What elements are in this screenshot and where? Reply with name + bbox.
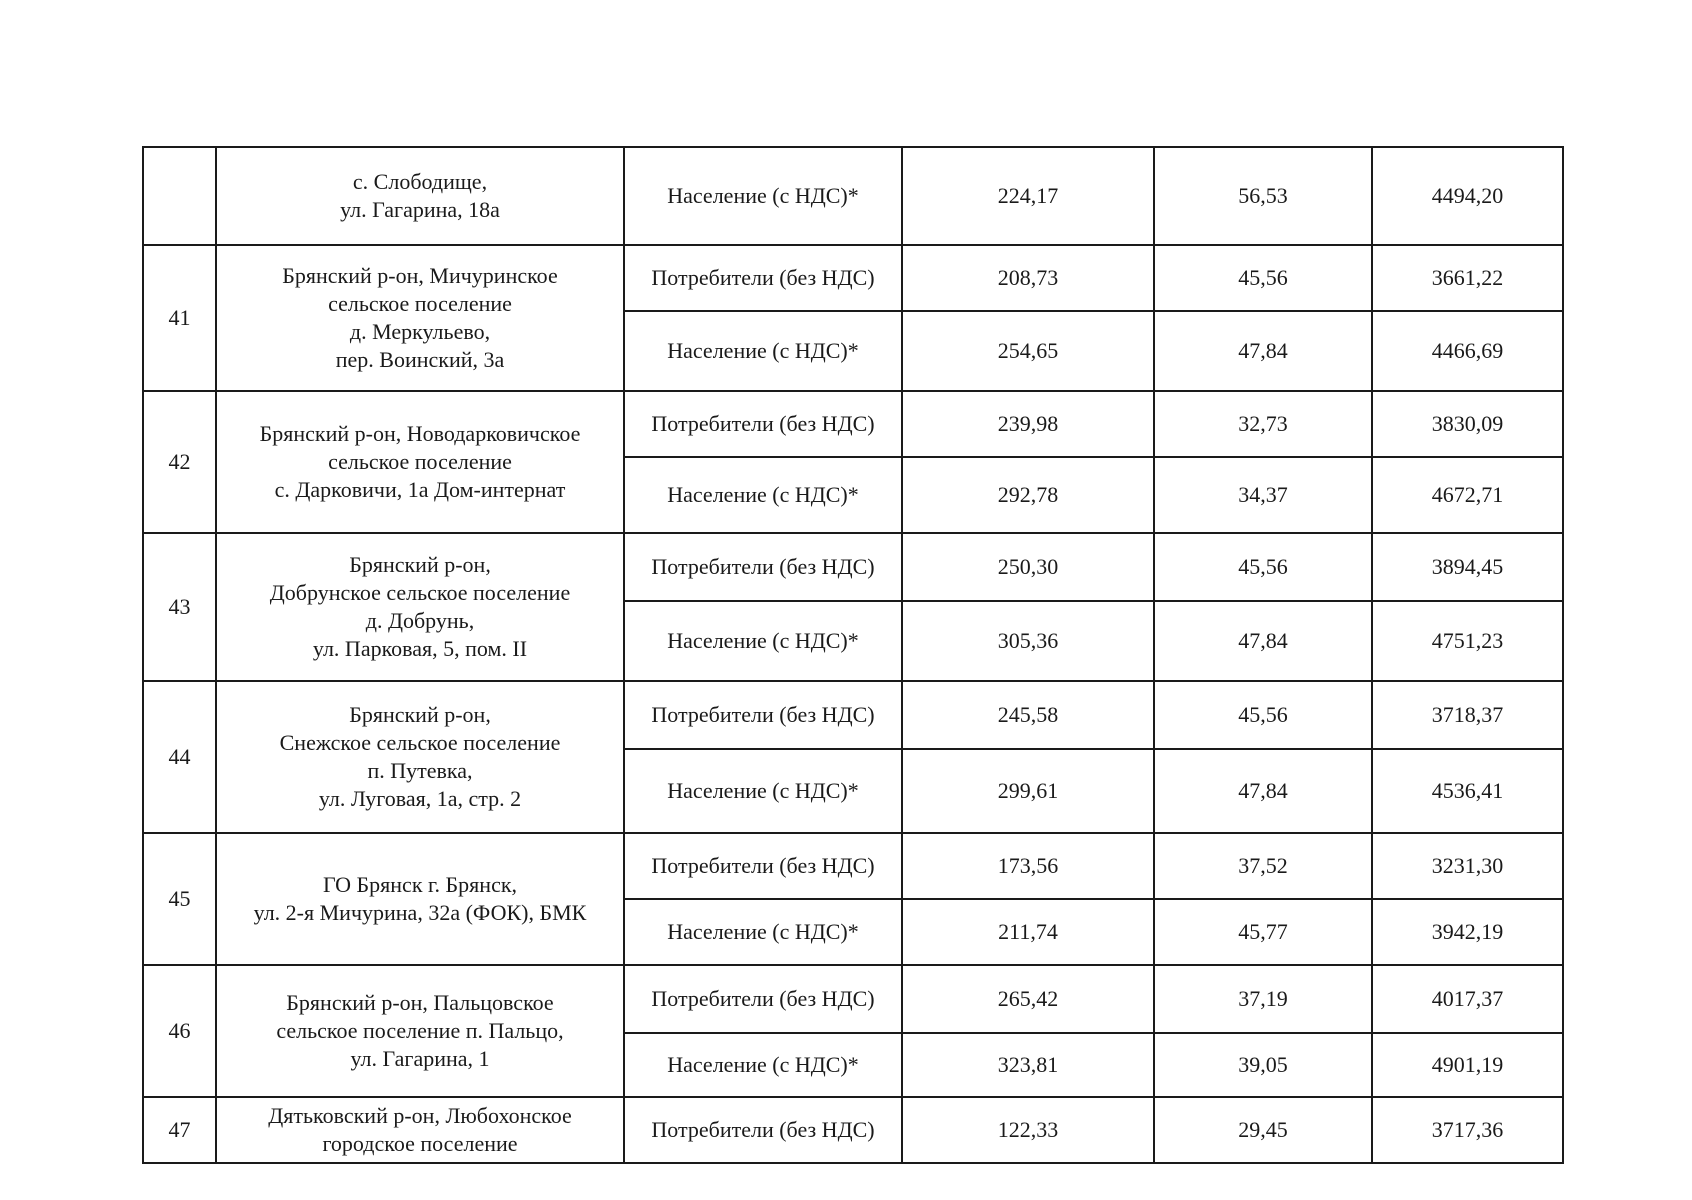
address-line: Дятьковский р-он, Любохонское — [268, 1103, 572, 1128]
consumer-category-cell: Потребители (без НДС) — [624, 245, 902, 311]
address-line: Снежское сельское поселение — [279, 730, 561, 755]
value-cell-2: 45,77 — [1154, 899, 1372, 965]
address-line: ул. Гагарина, 1 — [350, 1046, 490, 1071]
address-line: ул. Парковая, 5, пом. II — [312, 636, 528, 661]
value-cell-1: 250,30 — [902, 533, 1154, 601]
value-cell-3: 3717,36 — [1372, 1097, 1563, 1163]
value-cell-2: 47,84 — [1154, 749, 1372, 833]
address-cell — [216, 833, 624, 965]
tariff-table — [142, 146, 1564, 1164]
value-cell-2: 45,56 — [1154, 681, 1372, 749]
address-cell — [216, 1097, 624, 1163]
value-cell-1: 254,65 — [902, 311, 1154, 391]
table-row — [143, 965, 1563, 1033]
row-number-cell: 45 — [143, 833, 216, 965]
address-cell — [216, 681, 624, 833]
address-line: сельское поселение — [328, 291, 512, 316]
value-cell-2: 45,56 — [1154, 533, 1372, 601]
row-number-cell: 46 — [143, 965, 216, 1097]
row-number-cell — [143, 147, 216, 245]
address-line: Брянский р-он, Пальцовское — [286, 990, 554, 1015]
address-line: ГО Брянск г. Брянск, — [322, 872, 518, 897]
value-cell-3: 4901,19 — [1372, 1033, 1563, 1097]
value-cell-2: 29,45 — [1154, 1097, 1372, 1163]
row-number-cell: 42 — [143, 391, 216, 533]
consumer-category-cell: Население (с НДС)* — [624, 1033, 902, 1097]
consumer-category-cell: Потребители (без НДС) — [624, 1097, 902, 1163]
value-cell-3: 4751,23 — [1372, 601, 1563, 681]
value-cell-1: 305,36 — [902, 601, 1154, 681]
address-line: д. Добрунь, — [365, 608, 475, 633]
value-cell-1: 208,73 — [902, 245, 1154, 311]
row-number-cell: 47 — [143, 1097, 216, 1163]
row-number-cell: 43 — [143, 533, 216, 681]
table-row — [143, 1097, 1563, 1163]
consumer-category-cell: Население (с НДС)* — [624, 311, 902, 391]
consumer-category-cell: Потребители (без НДС) — [624, 681, 902, 749]
address-line: с. Слободище, — [352, 169, 488, 194]
address-line: сельское поселение — [328, 449, 512, 474]
value-cell-2: 39,05 — [1154, 1033, 1372, 1097]
address-cell — [216, 965, 624, 1097]
table-row — [143, 147, 1563, 245]
consumer-category-cell: Потребители (без НДС) — [624, 965, 902, 1033]
address-line: ул. 2-я Мичурина, 32а (ФОК), БМК — [253, 900, 587, 925]
consumer-category-cell: Потребители (без НДС) — [624, 533, 902, 601]
address-line: д. Меркульево, — [349, 319, 491, 344]
value-cell-2: 37,52 — [1154, 833, 1372, 899]
value-cell-1: 292,78 — [902, 457, 1154, 533]
address-line: сельское поселение п. Пальцо, — [276, 1018, 564, 1043]
table-row — [143, 391, 1563, 457]
value-cell-1: 323,81 — [902, 1033, 1154, 1097]
address-cell — [216, 147, 624, 245]
address-line: ул. Луговая, 1а, стр. 2 — [318, 786, 522, 811]
value-cell-2: 47,84 — [1154, 311, 1372, 391]
value-cell-1: 239,98 — [902, 391, 1154, 457]
value-cell-2: 47,84 — [1154, 601, 1372, 681]
row-number-cell: 44 — [143, 681, 216, 833]
value-cell-1: 211,74 — [902, 899, 1154, 965]
value-cell-2: 32,73 — [1154, 391, 1372, 457]
address-line: п. Путевка, — [367, 758, 473, 783]
value-cell-3: 4494,20 — [1372, 147, 1563, 245]
value-cell-3: 3894,45 — [1372, 533, 1563, 601]
address-line: Брянский р-он, — [349, 552, 491, 577]
value-cell-3: 3830,09 — [1372, 391, 1563, 457]
value-cell-3: 3661,22 — [1372, 245, 1563, 311]
address-cell — [216, 533, 624, 681]
table-row — [143, 681, 1563, 749]
value-cell-3: 4536,41 — [1372, 749, 1563, 833]
table-row — [143, 533, 1563, 601]
value-cell-3: 4017,37 — [1372, 965, 1563, 1033]
value-cell-2: 34,37 — [1154, 457, 1372, 533]
value-cell-3: 3231,30 — [1372, 833, 1563, 899]
consumer-category-cell: Потребители (без НДС) — [624, 391, 902, 457]
consumer-category-cell: Население (с НДС)* — [624, 147, 902, 245]
address-cell — [216, 391, 624, 533]
row-number-cell: 41 — [143, 245, 216, 391]
address-line: Брянский р-он, — [349, 702, 491, 727]
address-line: Добрунское сельское поселение — [269, 580, 571, 605]
consumer-category-cell: Население (с НДС)* — [624, 601, 902, 681]
value-cell-1: 299,61 — [902, 749, 1154, 833]
value-cell-1: 245,58 — [902, 681, 1154, 749]
value-cell-2: 56,53 — [1154, 147, 1372, 245]
value-cell-3: 4466,69 — [1372, 311, 1563, 391]
consumer-category-cell: Население (с НДС)* — [624, 899, 902, 965]
consumer-category-cell: Потребители (без НДС) — [624, 833, 902, 899]
value-cell-3: 4672,71 — [1372, 457, 1563, 533]
value-cell-3: 3942,19 — [1372, 899, 1563, 965]
address-line: пер. Воинский, 3а — [335, 347, 505, 372]
table-row — [143, 245, 1563, 311]
table-body — [143, 147, 1563, 1163]
value-cell-1: 122,33 — [902, 1097, 1154, 1163]
address-line: Брянский р-он, Мичуринское — [282, 263, 558, 288]
consumer-category-cell: Население (с НДС)* — [624, 457, 902, 533]
table-row — [143, 833, 1563, 899]
address-line: с. Дарковичи, 1а Дом-интернат — [274, 477, 566, 502]
address-line: городское поселение — [322, 1131, 518, 1156]
value-cell-3: 3718,37 — [1372, 681, 1563, 749]
value-cell-2: 37,19 — [1154, 965, 1372, 1033]
value-cell-1: 224,17 — [902, 147, 1154, 245]
value-cell-2: 45,56 — [1154, 245, 1372, 311]
address-line: Брянский р-он, Новодарковичское — [259, 421, 581, 446]
value-cell-1: 265,42 — [902, 965, 1154, 1033]
address-cell — [216, 245, 624, 391]
address-line: ул. Гагарина, 18а — [340, 197, 500, 222]
consumer-category-cell: Население (с НДС)* — [624, 749, 902, 833]
value-cell-1: 173,56 — [902, 833, 1154, 899]
